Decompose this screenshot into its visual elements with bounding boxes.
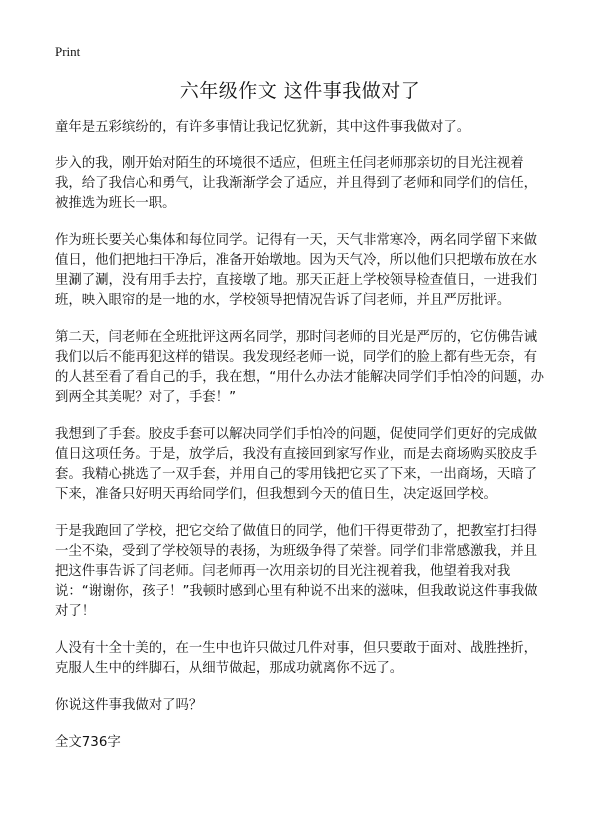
article-paragraph: 第二天，闫老师在全班批评这两名同学，那时闫老师的目光是严厉的，它仿佛告诫我们以后不能再犯这样的错误。我发现经老师一说，同学们的脸上都有些无奈，有的人甚至看了看自己的手，我在想，“用什么办法才能解决同学们手怕冷的问题，办到两全其美呢？对了，手套！” [55,330,544,405]
word-count: 全文736字 [55,735,121,750]
print-link[interactable]: Print [55,44,81,59]
article-paragraph: 作为班长要关心集体和每位同学。记得有一天，天气非常寒冷，两名同学留下来做值日，他们把地扫干净后，准备开始墩地。因为天气冷，所以他们只把墩布放在水里涮了涮，没有用手去拧，直接墩了地。那天正赶上学校领导检查值日，一进我们班，映入眼帘的是一地的水，学校领导把情况告诉了闫老师，并且严厉批评。 [55,233,538,308]
article-paragraph: 人没有十全十美的，在一生中也许只做过几件对事，但只要敢于面对、战胜挫折，克服人生中的绊脚石，从细节做起，那成功就离你不远了。 [55,641,538,676]
article-paragraph: 于是我跑回了学校，把它交给了做值日的同学，他们干得更带劲了，把教室打扫得一尘不染，受到了学校领导的表扬，为班级争得了荣誉。同学们非常感激我，并且把这件事告诉了闫老师。闫老师再一次用亲切的目光注视着我，他望着我对我说：“谢谢你，孩子！”我顿时感到心里有种说不出来的滋味，但我敢说这件事我做对了！ [55,524,538,619]
article-paragraph: 步入的我，刚开始对陌生的环境很不适应，但班主任闫老师那亲切的目光注视着我，给了我信心和勇气，让我渐渐学会了适应，并且得到了老师和同学们的信任，被推选为班长一职。 [55,156,538,211]
article-paragraph: 你说这件事我做对了吗？ [55,698,203,713]
article-title: 六年级作文 这件事我做对了 [179,80,421,102]
article-body [55,118,549,753]
article-paragraph: 我想到了手套。胶皮手套可以解决同学们手怕冷的问题，促使同学们更好的完成做值日这项任务。于是，放学后，我没有直接回到家写作业，而是去商场购买胶皮手套。我精心挑选了一双手套，并用自己的零用钱把它买了下来，一出商场，天暗了下来，准备只好明天再给同学们，但我想到今天的值日生，决定返回学校。 [55,427,538,502]
article-paragraph: 童年是五彩缤纷的，有许多事情让我记忆犹新，其中这件事我做对了。 [55,120,471,135]
